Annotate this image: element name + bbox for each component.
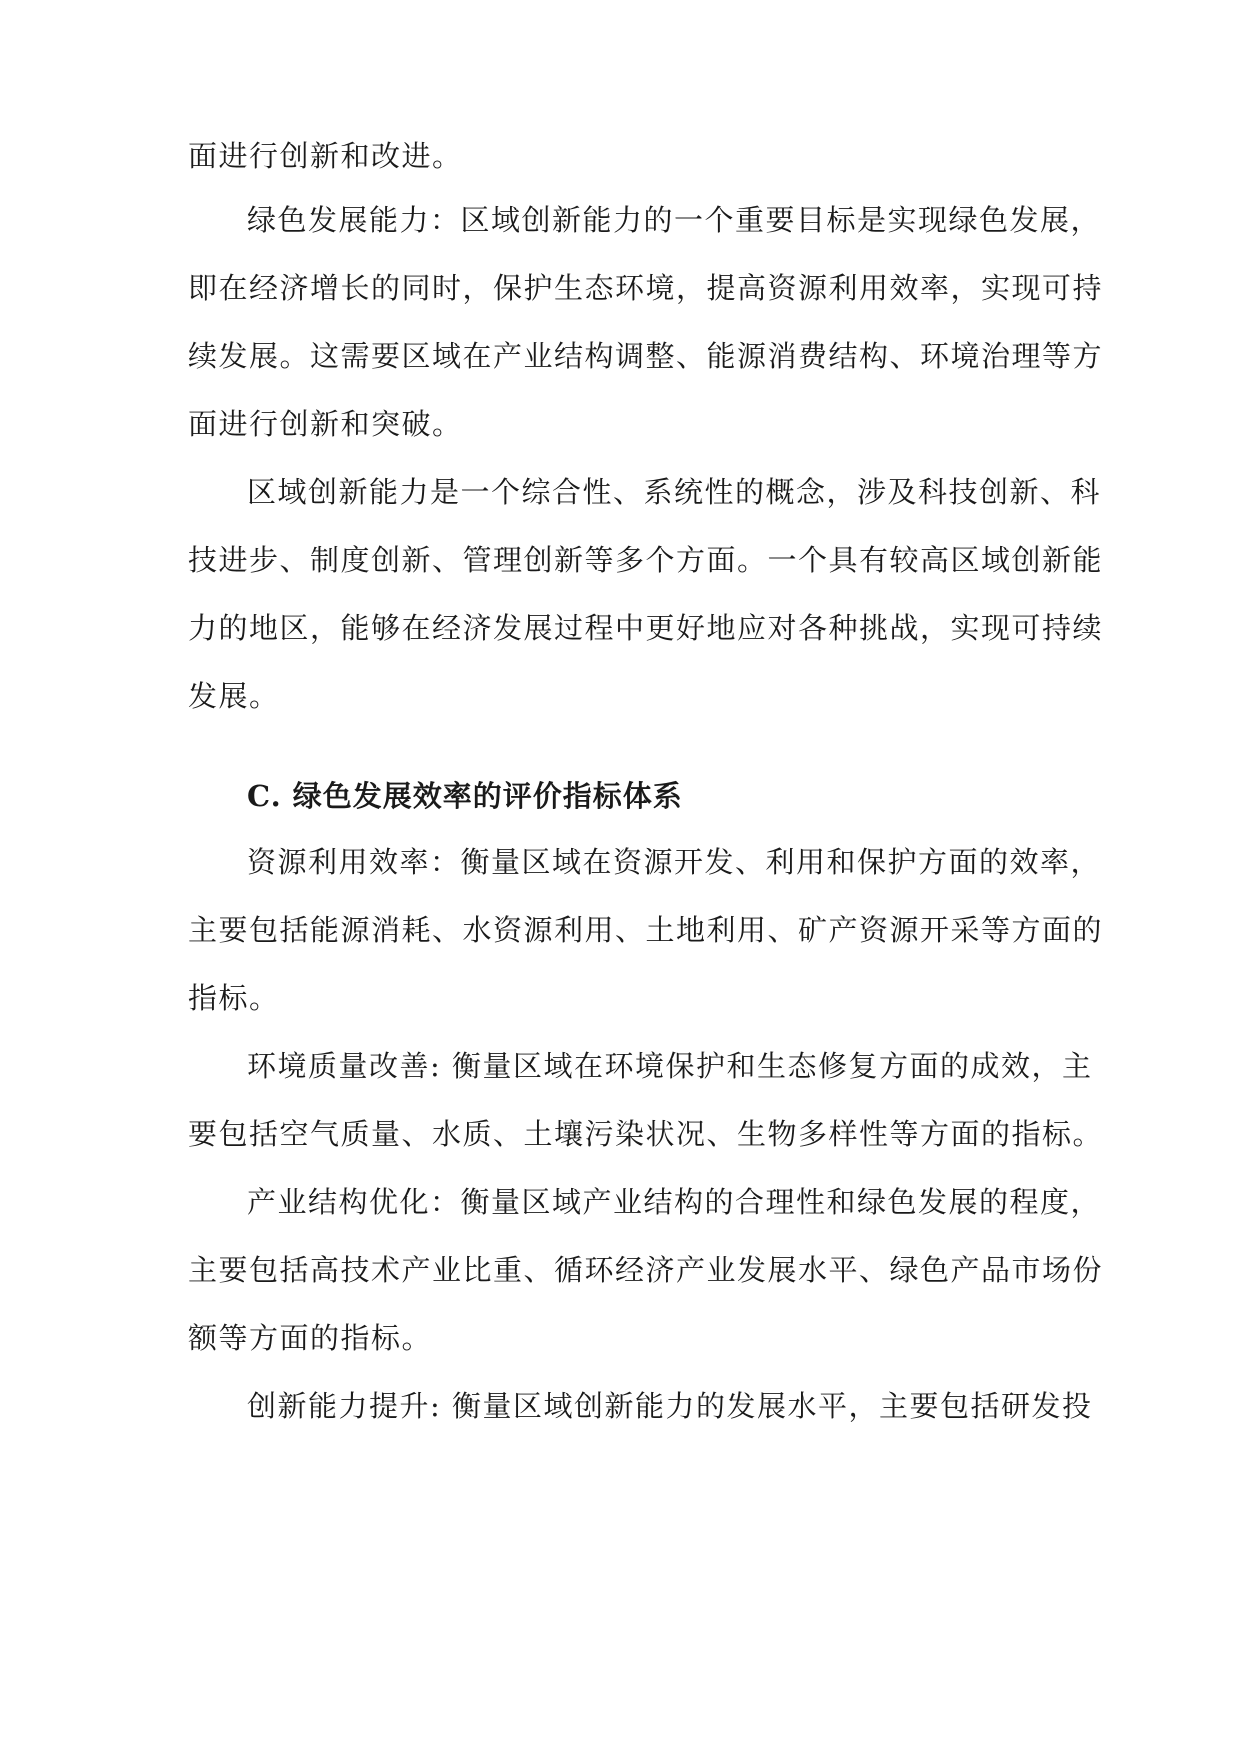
paragraph-line: 指标。	[188, 981, 280, 1015]
paragraph-line: 要包括空气质量、水质、土壤污染状况、生物多样性等方面的指标。	[188, 1117, 1104, 1151]
section-heading: C. 绿色发展效率的评价指标体系	[247, 779, 683, 813]
paragraph-line: 面进行创新和改进。	[188, 139, 463, 173]
paragraph-line: 环境质量改善: 衡量区域在环境保护和生态修复方面的成效，主	[247, 1049, 1093, 1083]
paragraph-line: 主要包括高技术产业比重、循环经济产业发展水平、绿色产品市场份	[188, 1253, 1104, 1287]
paragraph-line: 额等方面的指标。	[188, 1321, 433, 1355]
paragraph-line: 创新能力提升: 衡量区域创新能力的发展水平，主要包括研发投	[247, 1389, 1093, 1423]
paragraph-line: 资源利用效率：衡量区域在资源开发、利用和保护方面的效率，	[247, 845, 1102, 879]
paragraph-line: 即在经济增长的同时，保护生态环境，提高资源利用效率，实现可持	[188, 271, 1104, 305]
paragraph-line: 面进行创新和突破。	[188, 407, 463, 441]
paragraph-line: 续发展。这需要区域在产业结构调整、能源消费结构、环境治理等方	[188, 339, 1104, 373]
paragraph-line: 主要包括能源消耗、水资源利用、土地利用、矿产资源开采等方面的	[188, 913, 1104, 947]
paragraph-line: 产业结构优化：衡量区域产业结构的合理性和绿色发展的程度，	[247, 1185, 1102, 1219]
paragraph-line: 力的地区，能够在经济发展过程中更好地应对各种挑战，实现可持续	[188, 611, 1104, 645]
paragraph-line: 技进步、制度创新、管理创新等多个方面。一个具有较高区域创新能	[188, 543, 1104, 577]
paragraph-line: 发展。	[188, 679, 280, 713]
paragraph-line: 绿色发展能力：区域创新能力的一个重要目标是实现绿色发展，	[247, 203, 1102, 237]
paragraph-line: 区域创新能力是一个综合性、系统性的概念，涉及科技创新、科	[247, 475, 1102, 509]
